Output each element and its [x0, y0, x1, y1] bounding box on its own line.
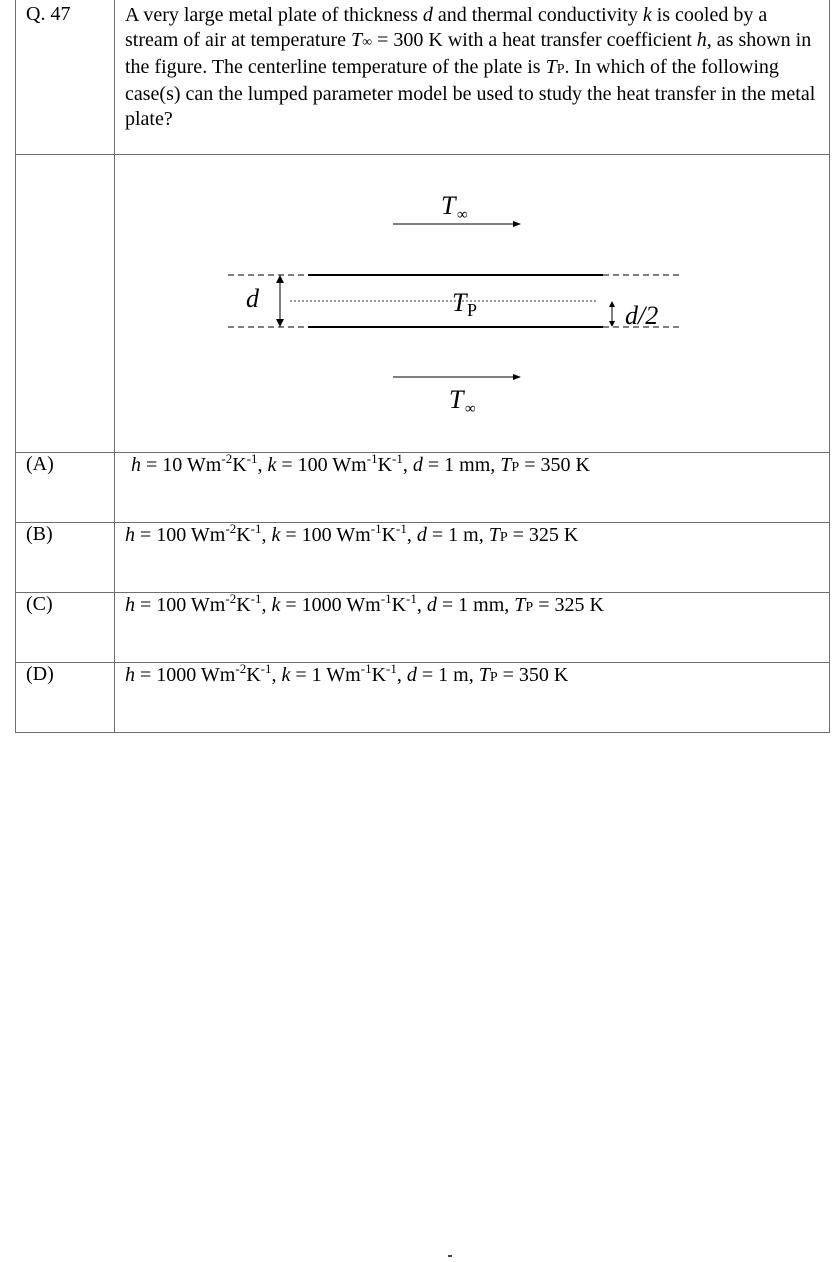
thickness-d-arrow-bottom	[276, 319, 284, 327]
option-d-text: h = 1000 $Wm^{-2}K^{-1}$, k = 1 $Wm^{-1}K^{-1}$, d = 1 m, TP = 350 K	[115, 663, 830, 733]
tp-sub: P	[467, 300, 478, 320]
half-d-arrow-bottom	[609, 321, 615, 327]
half-d-label: d/2	[625, 301, 659, 330]
plate-diagram	[115, 155, 838, 452]
t-inf-top-label: T	[441, 191, 456, 220]
figure-row	[16, 155, 830, 453]
question-table	[15, 0, 830, 733]
option-c-text: h = 100 $Wm^{-2}K^{-1}$, k = 1000 $Wm^{-1}K^{-1}$, d = 1 mm, TP = 325 K	[115, 593, 830, 663]
half-d-arrow-top	[609, 301, 615, 307]
question-text: A very large metal plate of thickness d and thermal conductivity k is cooled by a stream of air at temperature T∞ = 300 K with a heat transfer coefficient h, as shown in the figure. The centerline temperature of the plate is TP. In which of the following case(s) can the lumped parameter model be used to study the heat transfer in the metal plate?	[115, 0, 830, 155]
option-d-label[interactable]: (D)	[16, 663, 115, 733]
option-c-label[interactable]: (C)	[16, 593, 115, 663]
option-a-label[interactable]: (A)	[16, 453, 115, 523]
t-inf-bottom-sub: ∞	[465, 401, 476, 417]
page-mark	[448, 1255, 452, 1257]
question-row	[16, 0, 830, 155]
option-a-text: h = 10 $Wm^{-2}K^{-1}$, k = 100 $Wm^{-1}K^{-1}$, d = 1 mm, TP = 350 K	[115, 453, 830, 523]
option-b-label[interactable]: (B)	[16, 523, 115, 593]
option-c-row[interactable]	[16, 593, 830, 663]
tp-label: T	[452, 288, 467, 317]
option-a-row[interactable]	[16, 453, 830, 523]
option-b-text: h = 100 $Wm^{-2}K^{-1}$, k = 100 $Wm^{-1}K^{-1}$, d = 1 m, TP = 325 K	[115, 523, 830, 593]
thickness-d-label: d	[246, 284, 259, 313]
thickness-d-arrow-top	[276, 275, 284, 283]
option-b-row[interactable]	[16, 523, 830, 593]
figure-cell	[115, 155, 830, 453]
t-inf-top-sub: ∞	[457, 207, 468, 223]
option-d-row[interactable]	[16, 663, 830, 733]
question-number: Q. 47	[16, 0, 115, 155]
figure-number-cell	[16, 155, 115, 453]
t-inf-bottom-label: T	[449, 385, 464, 414]
